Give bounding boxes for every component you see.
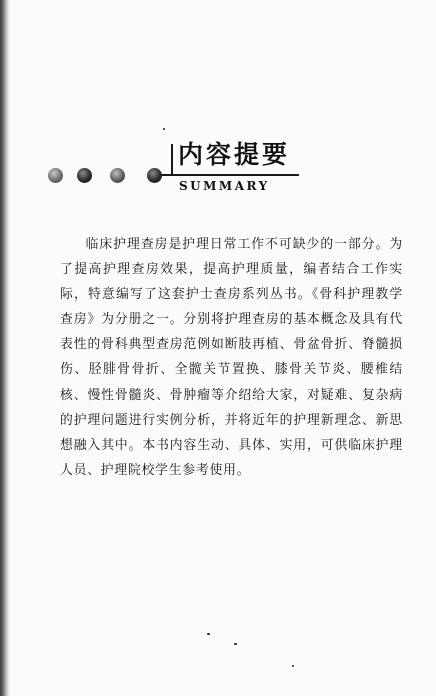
decorative-dots — [48, 168, 168, 184]
page-binding-edge — [0, 0, 10, 696]
dot-icon — [48, 168, 63, 183]
scan-speck — [207, 633, 210, 635]
heading-rule — [161, 174, 299, 176]
summary-paragraph: 临床护理查房是护理日常工作不可缺少的一部分。为了提高护理查房效果，提高护理质量，编者结合工作实际，特意编写了这套护士查房系列丛书。《骨科护理教学查房》为分册之一。分别将护理查房的基本概念及具有代表性的骨科典型查房范例如断肢再植、骨盆骨折、脊髓损伤、胫腓骨骨折、全髋关节置换、膝骨关节炎、腰椎结核、慢性骨髓炎、骨肿瘤等介绍给大家，对疑难、复杂病的护理问题进行实例分析，并将近年的护理新理念、新思想融入其中。本书内容生动、具体、实用，可供临床护理人员、护理院校学生参考使用。 — [60, 237, 403, 478]
heading-tick-mark — [171, 144, 173, 174]
scan-speck — [292, 665, 294, 667]
dot-icon — [77, 168, 92, 183]
dot-icon — [110, 168, 125, 183]
heading-chinese: 内容提要 — [178, 140, 291, 169]
dot-icon — [147, 168, 162, 183]
section-heading — [161, 140, 301, 193]
scan-speck — [163, 128, 165, 130]
scan-speck — [234, 643, 237, 645]
heading-english: SUMMARY — [179, 179, 270, 193]
